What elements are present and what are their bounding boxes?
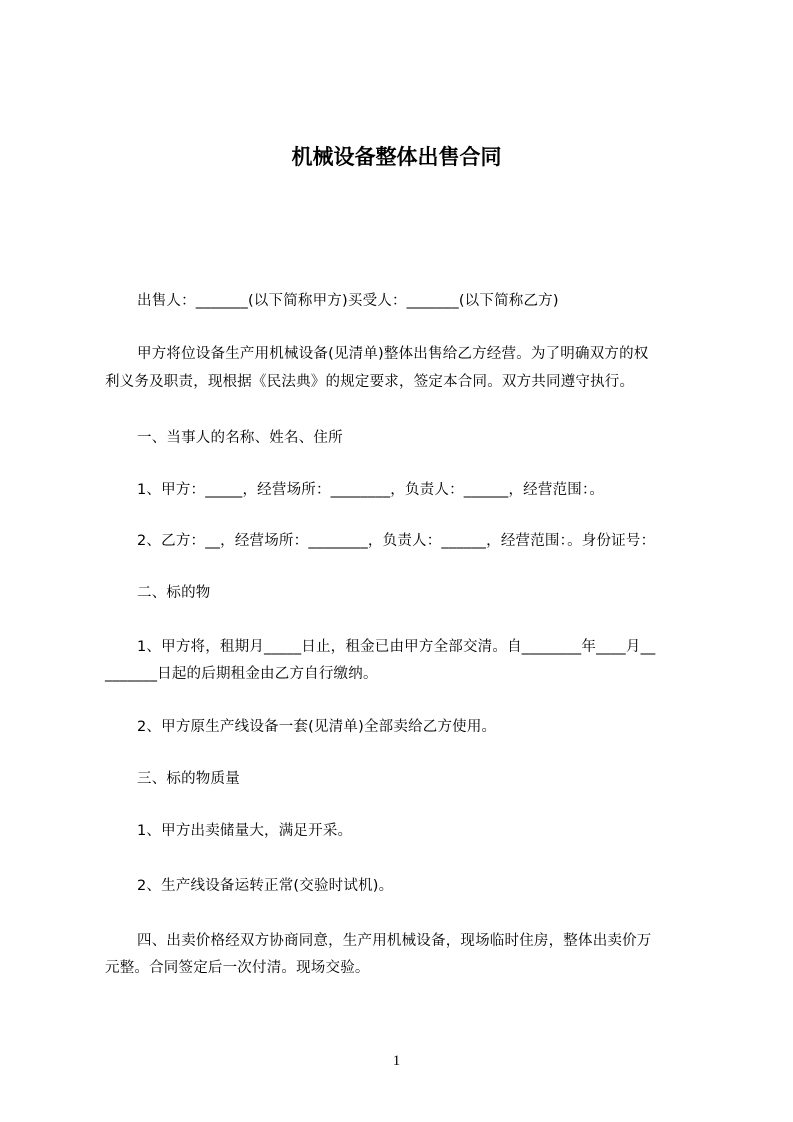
section-4-line-1: 四、出卖价格经双方协商同意，生产用机械设备，现场临时住房，整体出卖价万 bbox=[137, 933, 652, 949]
section-1-heading: 一、当事人的名称、姓名、住所 bbox=[137, 430, 343, 446]
section-2-heading: 二、标的物 bbox=[137, 585, 211, 601]
parties-line: 出售人：_______(以下简称甲方)买受人：_______(以下简称乙方) bbox=[137, 293, 559, 309]
party-a-info: 1、甲方：_____，经营场所：________，负责人：______，经营范围：。 bbox=[137, 482, 605, 498]
preamble-line-1: 甲方将位设备生产用机械设备(见清单)整体出售给乙方经营。为了明确双方的权 bbox=[137, 346, 649, 362]
document-title: 机械设备整体出售合同 bbox=[291, 145, 502, 169]
page-number: 1 bbox=[392, 1053, 401, 1069]
section-4-line-2: 元整。合同签定后一次付清。现场交验。 bbox=[105, 960, 370, 976]
clause-2-2: 2、甲方原生产线设备一套(见清单)全部卖给乙方使用。 bbox=[137, 719, 497, 735]
clause-2-1-line-1: 1、甲方将，租期月_____日止，租金已由甲方全部交清。自________年____月__ bbox=[137, 639, 656, 655]
section-3-heading: 三、标的物质量 bbox=[137, 771, 240, 787]
clause-2-1-line-2: _______日起的后期租金由乙方自行缴纳。 bbox=[105, 666, 378, 682]
party-b-info: 2、乙方：__，经营场所：________，负责人：______，经营范围：。身份证号： bbox=[137, 533, 656, 549]
clause-3-2: 2、生产线设备运转正常(交验时试机)。 bbox=[137, 878, 394, 894]
clause-3-1: 1、甲方出卖储量大，满足开采。 bbox=[137, 823, 353, 839]
preamble-line-2: 利义务及职责，现根据《民法典》的规定要求，签定本合同。双方共同遵守执行。 bbox=[105, 374, 635, 390]
